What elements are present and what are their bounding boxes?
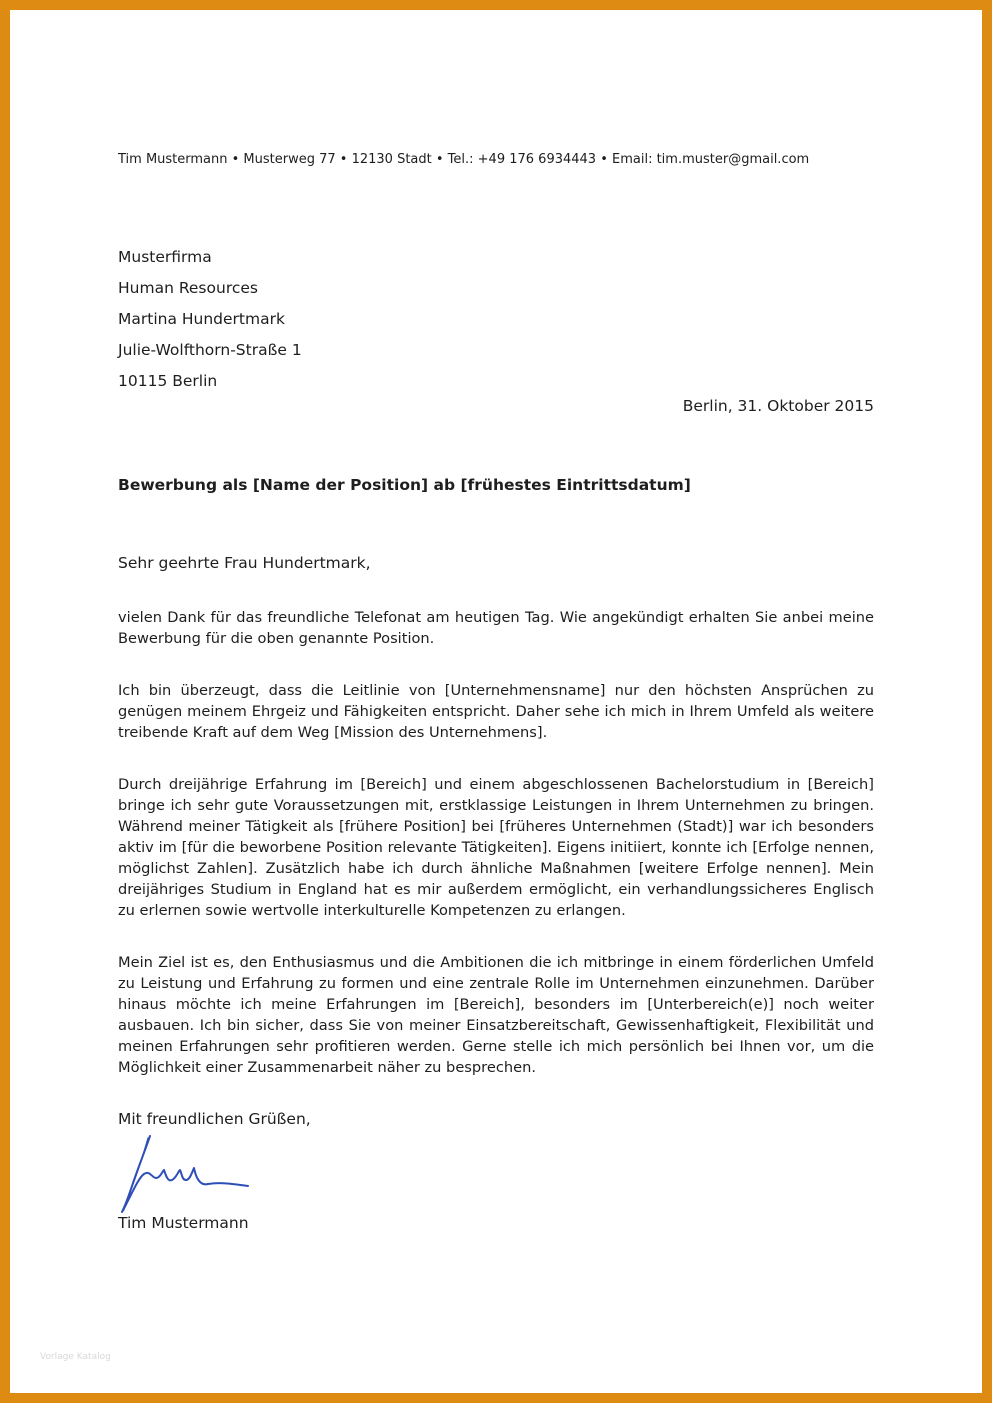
body-paragraph: Mein Ziel ist es, den Enthusiasmus und die Ambitionen die ich mitbringe in einem förderlichen Umfeld zu Leistung und Erfahrung zu formen und eine zentrale Rolle im Unternehmen einzunehmen. Darüber hinaus möchte ich meine Erfahrungen im [Bereich], besonders im [Unterbereich(e)] noch weiter ausbauen. Ich bin sicher, dass Sie von meiner Einsatzbereitschaft, Gewissenhaftigkeit, Flexibilität und meinen Erfahrungen sehr profitieren werden. Gerne stelle ich mich persönlich bei Ihnen vor, um die Möglichkeit einer Zusammenarbeit näher zu besprechen.: [118, 954, 874, 1076]
salutation: Sehr geehrte Frau Hundertmark,: [118, 554, 371, 572]
body-paragraph: Durch dreijährige Erfahrung im [Bereich] und einem abgeschlossenen Bachelorstudium in [Bereich] bringe ich sehr gute Voraussetzungen mit, erstklassige Leistungen in Ihrem Unternehmen zu bringen. Während meiner Tätigkeit als [frühere Position] bei [früheres Unternehmen (Stadt)] war ich besonders aktiv im [für die beworbene Position relevante Tätigkeiten]. Eigens initiiert, konnte ich [Erfolge nennen, möglichst Zahlen]. Zusätzlich habe ich durch ähnliche Maßnahmen [weitere Erfolge nennen]. Mein dreijähriges Studium in England hat es mir außerdem ermöglicht, ein verhandlungssicheres Englisch zu erlernen sowie wertvolle interkulturelle Kompetenzen zu erlangen.: [118, 776, 874, 919]
signer-name: Tim Mustermann: [118, 1214, 249, 1232]
recipient-company: Musterfirma: [118, 248, 212, 266]
recipient-address: [118, 242, 302, 397]
recipient-department: Human Resources: [118, 279, 258, 297]
handwritten-signature: [116, 1128, 256, 1218]
watermark: Vorlage Katalog: [40, 1352, 111, 1362]
letter-subject: Bewerbung als [Name der Position] ab [frühestes Eintrittsdatum]: [118, 476, 691, 494]
sender-info-line: Tim Mustermann • Musterweg 77 • 12130 Stadt • Tel.: +49 176 6934443 • Email: tim.muster@gmail.com: [118, 152, 810, 167]
letter-date: Berlin, 31. Oktober 2015: [682, 397, 874, 415]
recipient-city: 10115 Berlin: [118, 372, 218, 390]
recipient-name: Martina Hundertmark: [118, 310, 285, 328]
closing-phrase: Mit freundlichen Grüßen,: [118, 1110, 311, 1128]
body-paragraph: vielen Dank für das freundliche Telefonat am heutigen Tag. Wie angekündigt erhalten Sie anbei meine Bewerbung für die oben genannte Position.: [118, 609, 874, 647]
body-paragraph: Ich bin überzeugt, dass die Leitlinie von [Unternehmensname] nur den höchsten Ansprüchen zu genügen meinem Ehrgeiz und Fähigkeiten entspricht. Daher sehe ich mich in Ihrem Umfeld als weitere treibende Kraft auf dem Weg [Mission des Unternehmens].: [118, 682, 874, 741]
recipient-street: Julie-Wolfthorn-Straße 1: [118, 341, 302, 359]
